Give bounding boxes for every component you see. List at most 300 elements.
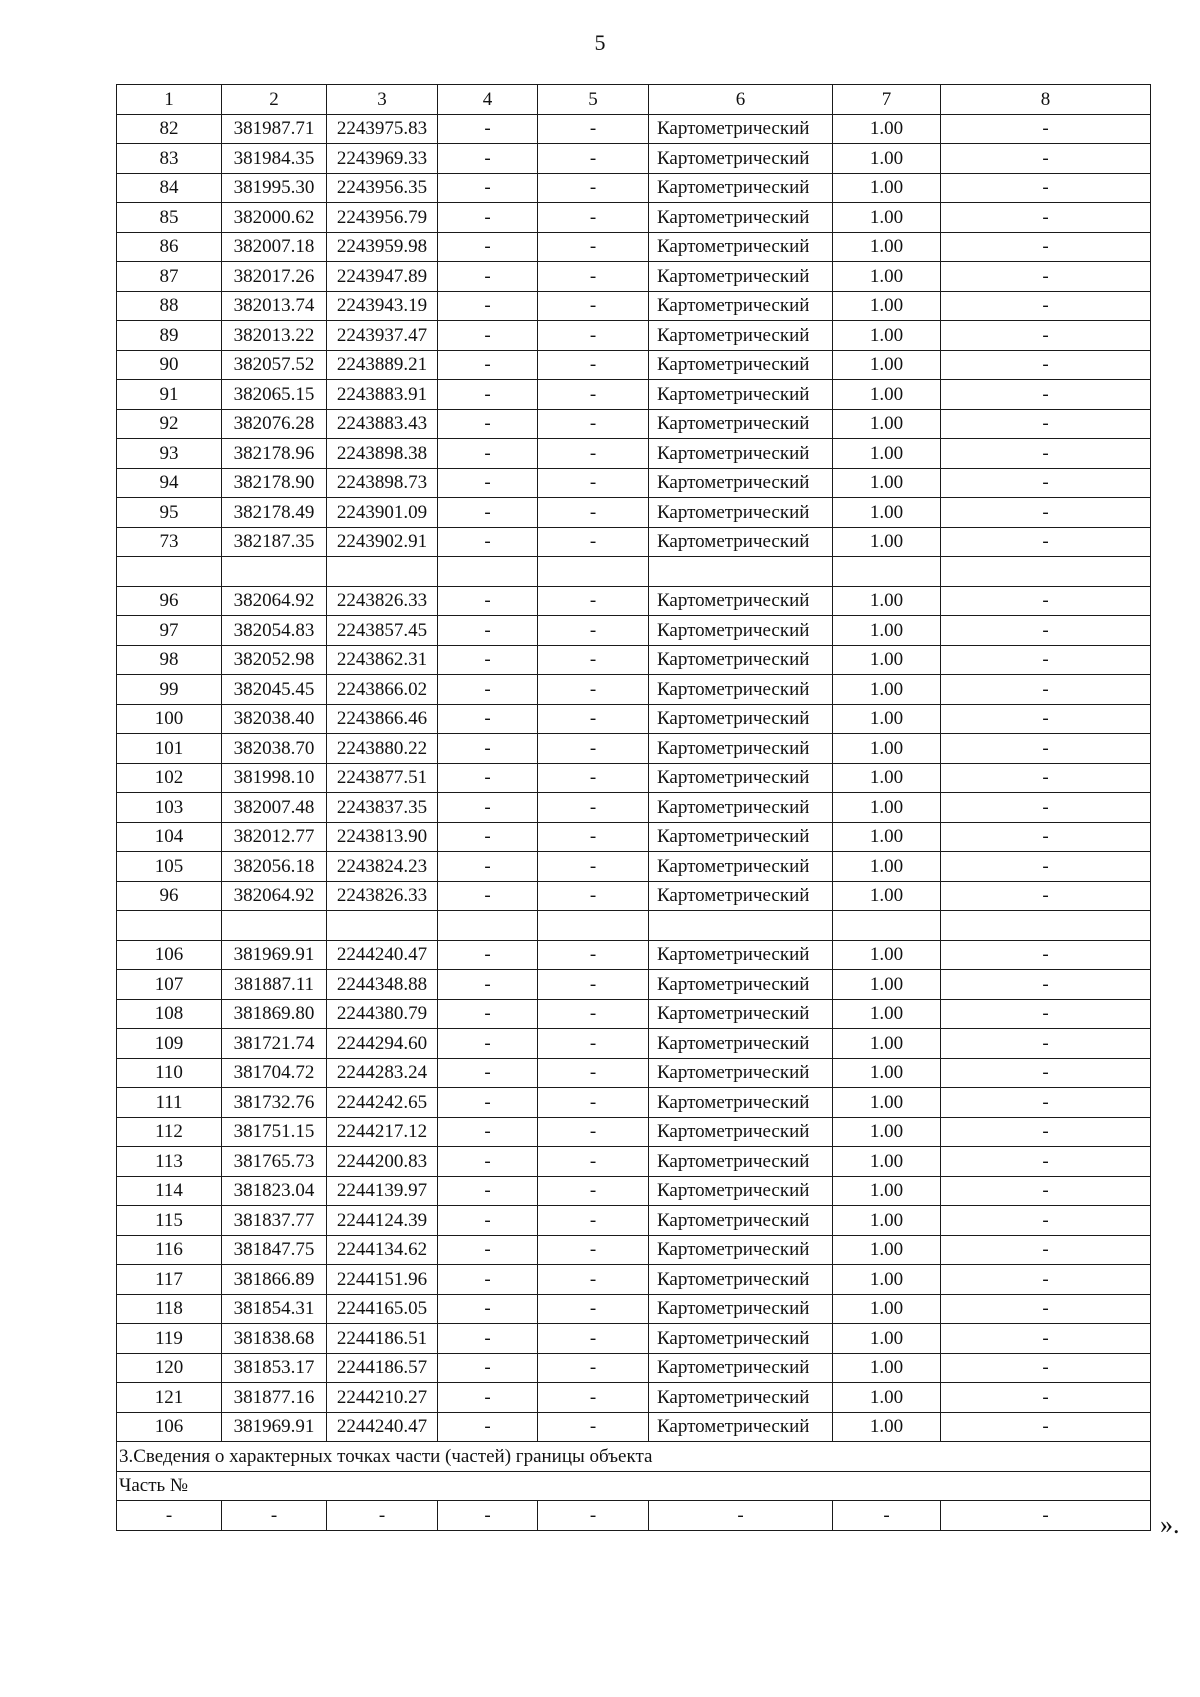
dash-cell: - — [538, 763, 649, 793]
dash-cell: - — [538, 262, 649, 292]
dash-cell: - — [941, 586, 1151, 616]
y-coordinate-cell: 2243862.31 — [327, 645, 438, 675]
x-coordinate-cell: 382178.49 — [222, 498, 327, 528]
table-row — [117, 144, 1151, 174]
x-coordinate-cell: 381854.31 — [222, 1294, 327, 1324]
point-number-cell: 102 — [117, 763, 222, 793]
table-row — [117, 999, 1151, 1029]
empty-cell — [833, 911, 941, 941]
accuracy-cell: 1.00 — [833, 321, 941, 351]
y-coordinate-cell: 2244124.39 — [327, 1206, 438, 1236]
table-row — [117, 734, 1151, 764]
dash-cell: - — [538, 498, 649, 528]
point-number-cell: 110 — [117, 1058, 222, 1088]
table-row — [117, 321, 1151, 351]
point-number-cell: 104 — [117, 822, 222, 852]
y-coordinate-cell: 2244217.12 — [327, 1117, 438, 1147]
accuracy-cell: 1.00 — [833, 822, 941, 852]
table-row — [117, 1029, 1151, 1059]
dash-cell: - — [941, 1088, 1151, 1118]
empty-cell — [327, 911, 438, 941]
closing-quote: ». — [1160, 1510, 1180, 1539]
x-coordinate-cell: 382065.15 — [222, 380, 327, 410]
point-number-cell: 88 — [117, 291, 222, 321]
dash-cell: - — [941, 1383, 1151, 1413]
dash-cell: - — [538, 321, 649, 351]
table-row — [117, 1383, 1151, 1413]
dash-cell: - — [438, 1383, 538, 1413]
dash-cell: - — [538, 1058, 649, 1088]
point-number-cell: 90 — [117, 350, 222, 380]
empty-cell — [438, 911, 538, 941]
dash-cell: - — [833, 1501, 941, 1531]
dash-cell: - — [941, 173, 1151, 203]
y-coordinate-cell: 2243880.22 — [327, 734, 438, 764]
point-number-cell: 84 — [117, 173, 222, 203]
accuracy-cell: 1.00 — [833, 232, 941, 262]
dash-cell: - — [941, 1147, 1151, 1177]
page-number: 5 — [594, 30, 606, 55]
dash-cell: - — [438, 114, 538, 144]
method-cell: Картометрический — [649, 645, 833, 675]
y-coordinate-cell: 2243857.45 — [327, 616, 438, 646]
dash-cell: - — [538, 1206, 649, 1236]
point-number-cell: 121 — [117, 1383, 222, 1413]
dash-cell: - — [941, 616, 1151, 646]
x-coordinate-cell: 381969.91 — [222, 940, 327, 970]
point-number-cell: 106 — [117, 940, 222, 970]
y-coordinate-cell: 2243969.33 — [327, 144, 438, 174]
table-row — [117, 1058, 1151, 1088]
dash-cell: - — [538, 527, 649, 557]
dash-cell: - — [941, 1206, 1151, 1236]
table-row — [117, 704, 1151, 734]
header-row — [117, 85, 1151, 115]
dash-cell: - — [538, 1088, 649, 1118]
x-coordinate-cell: 381751.15 — [222, 1117, 327, 1147]
point-number-cell: 117 — [117, 1265, 222, 1295]
accuracy-cell: 1.00 — [833, 645, 941, 675]
accuracy-cell: 1.00 — [833, 1353, 941, 1383]
x-coordinate-cell: 381847.75 — [222, 1235, 327, 1265]
method-cell: Картометрический — [649, 203, 833, 233]
dash-cell: - — [941, 999, 1151, 1029]
dash-cell: - — [538, 793, 649, 823]
method-cell: Картометрический — [649, 173, 833, 203]
accuracy-cell: 1.00 — [833, 734, 941, 764]
y-coordinate-cell: 2243824.23 — [327, 852, 438, 882]
dash-cell: - — [438, 1324, 538, 1354]
dash-cell: - — [438, 1294, 538, 1324]
dash-cell: - — [941, 1029, 1151, 1059]
method-cell: Картометрический — [649, 498, 833, 528]
dash-cell: - — [941, 1412, 1151, 1442]
method-cell: Картометрический — [649, 793, 833, 823]
accuracy-cell: 1.00 — [833, 1117, 941, 1147]
x-coordinate-cell: 382007.18 — [222, 232, 327, 262]
empty-cell — [538, 557, 649, 587]
accuracy-cell: 1.00 — [833, 1294, 941, 1324]
table-row — [117, 1324, 1151, 1354]
accuracy-cell: 1.00 — [833, 793, 941, 823]
x-coordinate-cell: 382017.26 — [222, 262, 327, 292]
empty-cell — [222, 557, 327, 587]
point-number-cell: 115 — [117, 1206, 222, 1236]
y-coordinate-cell: 2243943.19 — [327, 291, 438, 321]
x-coordinate-cell: 382076.28 — [222, 409, 327, 439]
dash-cell: - — [538, 409, 649, 439]
dash-cell: - — [438, 409, 538, 439]
x-coordinate-cell: 381984.35 — [222, 144, 327, 174]
dash-cell: - — [941, 1353, 1151, 1383]
dash-cell: - — [941, 380, 1151, 410]
dash-cell: - — [941, 439, 1151, 469]
dash-cell: - — [538, 881, 649, 911]
y-coordinate-cell: 2244242.65 — [327, 1088, 438, 1118]
accuracy-cell: 1.00 — [833, 1176, 941, 1206]
dash-cell: - — [438, 1501, 538, 1531]
y-coordinate-cell: 2243947.89 — [327, 262, 438, 292]
dash-cell: - — [222, 1501, 327, 1531]
dash-cell: - — [941, 852, 1151, 882]
point-number-cell: 96 — [117, 881, 222, 911]
x-coordinate-cell: 381838.68 — [222, 1324, 327, 1354]
y-coordinate-cell: 2244240.47 — [327, 1412, 438, 1442]
table-row — [117, 1117, 1151, 1147]
point-number-cell: 82 — [117, 114, 222, 144]
dash-cell: - — [438, 881, 538, 911]
method-cell: Картометрический — [649, 439, 833, 469]
point-number-cell: 119 — [117, 1324, 222, 1354]
dash-cell: - — [438, 262, 538, 292]
x-coordinate-cell: 381765.73 — [222, 1147, 327, 1177]
dash-cell: - — [538, 380, 649, 410]
header-cell: 2 — [222, 85, 327, 115]
table-row — [117, 616, 1151, 646]
dash-cell: - — [941, 1058, 1151, 1088]
dash-cell: - — [538, 114, 649, 144]
empty-cell — [833, 557, 941, 587]
accuracy-cell: 1.00 — [833, 173, 941, 203]
point-number-cell: 109 — [117, 1029, 222, 1059]
accuracy-cell: 1.00 — [833, 852, 941, 882]
method-cell: Картометрический — [649, 852, 833, 882]
point-number-cell: 106 — [117, 1412, 222, 1442]
accuracy-cell: 1.00 — [833, 616, 941, 646]
dash-cell: - — [538, 1294, 649, 1324]
dash-cell: - — [438, 763, 538, 793]
method-cell: Картометрический — [649, 1117, 833, 1147]
empty-cell — [941, 911, 1151, 941]
point-number-cell: 98 — [117, 645, 222, 675]
table-row — [117, 763, 1151, 793]
table-row — [117, 380, 1151, 410]
empty-cell — [649, 557, 833, 587]
table-row — [117, 291, 1151, 321]
dash-cell: - — [438, 232, 538, 262]
contour-separator-row — [117, 557, 1151, 587]
y-coordinate-cell: 2244294.60 — [327, 1029, 438, 1059]
table-row — [117, 793, 1151, 823]
method-cell: Картометрический — [649, 468, 833, 498]
part-values-row — [117, 1501, 1151, 1531]
dash-cell: - — [941, 498, 1151, 528]
dash-cell: - — [538, 645, 649, 675]
x-coordinate-cell: 382178.90 — [222, 468, 327, 498]
point-number-cell: 105 — [117, 852, 222, 882]
dash-cell: - — [538, 173, 649, 203]
part-number-label: Часть № — [117, 1471, 1151, 1501]
header-cell: 6 — [649, 85, 833, 115]
dash-cell: - — [438, 1265, 538, 1295]
part-number-row — [117, 1471, 1151, 1501]
dash-cell: - — [438, 498, 538, 528]
dash-cell: - — [438, 203, 538, 233]
point-number-cell: 95 — [117, 498, 222, 528]
dash-cell: - — [438, 1176, 538, 1206]
dash-cell: - — [538, 439, 649, 469]
point-number-cell: 112 — [117, 1117, 222, 1147]
dash-cell: - — [438, 970, 538, 1000]
dash-cell: - — [538, 940, 649, 970]
dash-cell: - — [538, 1412, 649, 1442]
contour-separator-row — [117, 911, 1151, 941]
y-coordinate-cell: 2243837.35 — [327, 793, 438, 823]
x-coordinate-cell: 382178.96 — [222, 439, 327, 469]
dash-cell: - — [438, 675, 538, 705]
dash-cell: - — [941, 1294, 1151, 1324]
dash-cell: - — [438, 734, 538, 764]
dash-cell: - — [538, 822, 649, 852]
y-coordinate-cell: 2243883.43 — [327, 409, 438, 439]
method-cell: Картометрический — [649, 1353, 833, 1383]
table-row — [117, 586, 1151, 616]
accuracy-cell: 1.00 — [833, 468, 941, 498]
coordinates-table — [116, 84, 1151, 1531]
accuracy-cell: 1.00 — [833, 586, 941, 616]
table-row — [117, 1147, 1151, 1177]
dash-cell: - — [941, 675, 1151, 705]
method-cell: Картометрический — [649, 262, 833, 292]
dash-cell: - — [327, 1501, 438, 1531]
dash-cell: - — [941, 1117, 1151, 1147]
x-coordinate-cell: 382000.62 — [222, 203, 327, 233]
dash-cell: - — [941, 114, 1151, 144]
dash-cell: - — [538, 203, 649, 233]
point-number-cell: 100 — [117, 704, 222, 734]
table-row — [117, 852, 1151, 882]
section-3-title: 3.Сведения о характерных точках части (частей) границы объекта — [117, 1442, 1151, 1472]
dash-cell: - — [941, 203, 1151, 233]
dash-cell: - — [538, 1383, 649, 1413]
dash-cell: - — [941, 940, 1151, 970]
point-number-cell: 86 — [117, 232, 222, 262]
point-number-cell: 107 — [117, 970, 222, 1000]
y-coordinate-cell: 2244186.57 — [327, 1353, 438, 1383]
table-row — [117, 1294, 1151, 1324]
header-cell: 3 — [327, 85, 438, 115]
point-number-cell: 116 — [117, 1235, 222, 1265]
method-cell: Картометрический — [649, 822, 833, 852]
dash-cell: - — [438, 999, 538, 1029]
y-coordinate-cell: 2243889.21 — [327, 350, 438, 380]
accuracy-cell: 1.00 — [833, 940, 941, 970]
method-cell: Картометрический — [649, 232, 833, 262]
dash-cell: - — [538, 704, 649, 734]
accuracy-cell: 1.00 — [833, 1265, 941, 1295]
dash-cell: - — [941, 291, 1151, 321]
table-row — [117, 203, 1151, 233]
header-cell: 5 — [538, 85, 649, 115]
accuracy-cell: 1.00 — [833, 1088, 941, 1118]
point-number-cell: 87 — [117, 262, 222, 292]
accuracy-cell: 1.00 — [833, 675, 941, 705]
method-cell: Картометрический — [649, 999, 833, 1029]
method-cell: Картометрический — [649, 1324, 833, 1354]
dash-cell: - — [941, 1235, 1151, 1265]
accuracy-cell: 1.00 — [833, 203, 941, 233]
accuracy-cell: 1.00 — [833, 763, 941, 793]
dash-cell: - — [538, 1235, 649, 1265]
point-number-cell: 83 — [117, 144, 222, 174]
accuracy-cell: 1.00 — [833, 881, 941, 911]
method-cell: Картометрический — [649, 321, 833, 351]
table-row — [117, 1265, 1151, 1295]
header-cell: 8 — [941, 85, 1151, 115]
dash-cell: - — [538, 1147, 649, 1177]
accuracy-cell: 1.00 — [833, 114, 941, 144]
y-coordinate-cell: 2243975.83 — [327, 114, 438, 144]
table-row — [117, 675, 1151, 705]
method-cell: Картометрический — [649, 704, 833, 734]
dash-cell: - — [941, 793, 1151, 823]
point-number-cell: 114 — [117, 1176, 222, 1206]
accuracy-cell: 1.00 — [833, 1206, 941, 1236]
dash-cell: - — [438, 439, 538, 469]
dash-cell: - — [438, 1235, 538, 1265]
x-coordinate-cell: 381704.72 — [222, 1058, 327, 1088]
x-coordinate-cell: 382007.48 — [222, 793, 327, 823]
y-coordinate-cell: 2243956.35 — [327, 173, 438, 203]
x-coordinate-cell: 382064.92 — [222, 586, 327, 616]
accuracy-cell: 1.00 — [833, 1147, 941, 1177]
accuracy-cell: 1.00 — [833, 144, 941, 174]
dash-cell: - — [538, 1176, 649, 1206]
dash-cell: - — [438, 1412, 538, 1442]
x-coordinate-cell: 381866.89 — [222, 1265, 327, 1295]
dash-cell: - — [438, 793, 538, 823]
y-coordinate-cell: 2243959.98 — [327, 232, 438, 262]
table-row — [117, 1412, 1151, 1442]
dash-cell: - — [941, 970, 1151, 1000]
dash-cell: - — [438, 704, 538, 734]
dash-cell: - — [941, 1176, 1151, 1206]
point-number-cell: 93 — [117, 439, 222, 469]
y-coordinate-cell: 2243956.79 — [327, 203, 438, 233]
method-cell: Картометрический — [649, 881, 833, 911]
dash-cell: - — [941, 232, 1151, 262]
y-coordinate-cell: 2243902.91 — [327, 527, 438, 557]
accuracy-cell: 1.00 — [833, 380, 941, 410]
point-number-cell: 96 — [117, 586, 222, 616]
dash-cell: - — [438, 616, 538, 646]
point-number-cell: 118 — [117, 1294, 222, 1324]
point-number-cell: 101 — [117, 734, 222, 764]
method-cell: Картометрический — [649, 144, 833, 174]
y-coordinate-cell: 2244348.88 — [327, 970, 438, 1000]
table-row — [117, 1088, 1151, 1118]
dash-cell: - — [438, 1088, 538, 1118]
point-number-cell: 73 — [117, 527, 222, 557]
dash-cell: - — [538, 734, 649, 764]
dash-cell: - — [941, 409, 1151, 439]
empty-cell — [327, 557, 438, 587]
x-coordinate-cell: 382056.18 — [222, 852, 327, 882]
x-coordinate-cell: 381732.76 — [222, 1088, 327, 1118]
table-row — [117, 1235, 1151, 1265]
accuracy-cell: 1.00 — [833, 1383, 941, 1413]
dash-cell: - — [538, 1501, 649, 1531]
x-coordinate-cell: 381837.77 — [222, 1206, 327, 1236]
point-number-cell: 94 — [117, 468, 222, 498]
x-coordinate-cell: 382054.83 — [222, 616, 327, 646]
y-coordinate-cell: 2243883.91 — [327, 380, 438, 410]
table-row — [117, 114, 1151, 144]
dash-cell: - — [941, 321, 1151, 351]
empty-cell — [222, 911, 327, 941]
accuracy-cell: 1.00 — [833, 1058, 941, 1088]
accuracy-cell: 1.00 — [833, 527, 941, 557]
dash-cell: - — [538, 1117, 649, 1147]
dash-cell: - — [438, 852, 538, 882]
method-cell: Картометрический — [649, 970, 833, 1000]
x-coordinate-cell: 382187.35 — [222, 527, 327, 557]
header-cell: 4 — [438, 85, 538, 115]
method-cell: Картометрический — [649, 1265, 833, 1295]
x-coordinate-cell: 382038.70 — [222, 734, 327, 764]
dash-cell: - — [438, 144, 538, 174]
point-number-cell: 89 — [117, 321, 222, 351]
x-coordinate-cell: 382045.45 — [222, 675, 327, 705]
accuracy-cell: 1.00 — [833, 498, 941, 528]
x-coordinate-cell: 381969.91 — [222, 1412, 327, 1442]
accuracy-cell: 1.00 — [833, 1235, 941, 1265]
x-coordinate-cell: 382064.92 — [222, 881, 327, 911]
x-coordinate-cell: 381853.17 — [222, 1353, 327, 1383]
method-cell: Картометрический — [649, 291, 833, 321]
dash-cell: - — [438, 468, 538, 498]
method-cell: Картометрический — [649, 1412, 833, 1442]
dash-cell: - — [438, 586, 538, 616]
dash-cell: - — [438, 940, 538, 970]
y-coordinate-cell: 2243866.02 — [327, 675, 438, 705]
dash-cell: - — [438, 1206, 538, 1236]
dash-cell: - — [438, 1058, 538, 1088]
y-coordinate-cell: 2244165.05 — [327, 1294, 438, 1324]
x-coordinate-cell: 381887.11 — [222, 970, 327, 1000]
x-coordinate-cell: 381987.71 — [222, 114, 327, 144]
method-cell: Картометрический — [649, 1029, 833, 1059]
table-row — [117, 439, 1151, 469]
method-cell: Картометрический — [649, 1294, 833, 1324]
section-3-row — [117, 1442, 1151, 1472]
accuracy-cell: 1.00 — [833, 439, 941, 469]
dash-cell: - — [438, 1353, 538, 1383]
y-coordinate-cell: 2244139.97 — [327, 1176, 438, 1206]
method-cell: Картометрический — [649, 1176, 833, 1206]
accuracy-cell: 1.00 — [833, 291, 941, 321]
dash-cell: - — [438, 350, 538, 380]
